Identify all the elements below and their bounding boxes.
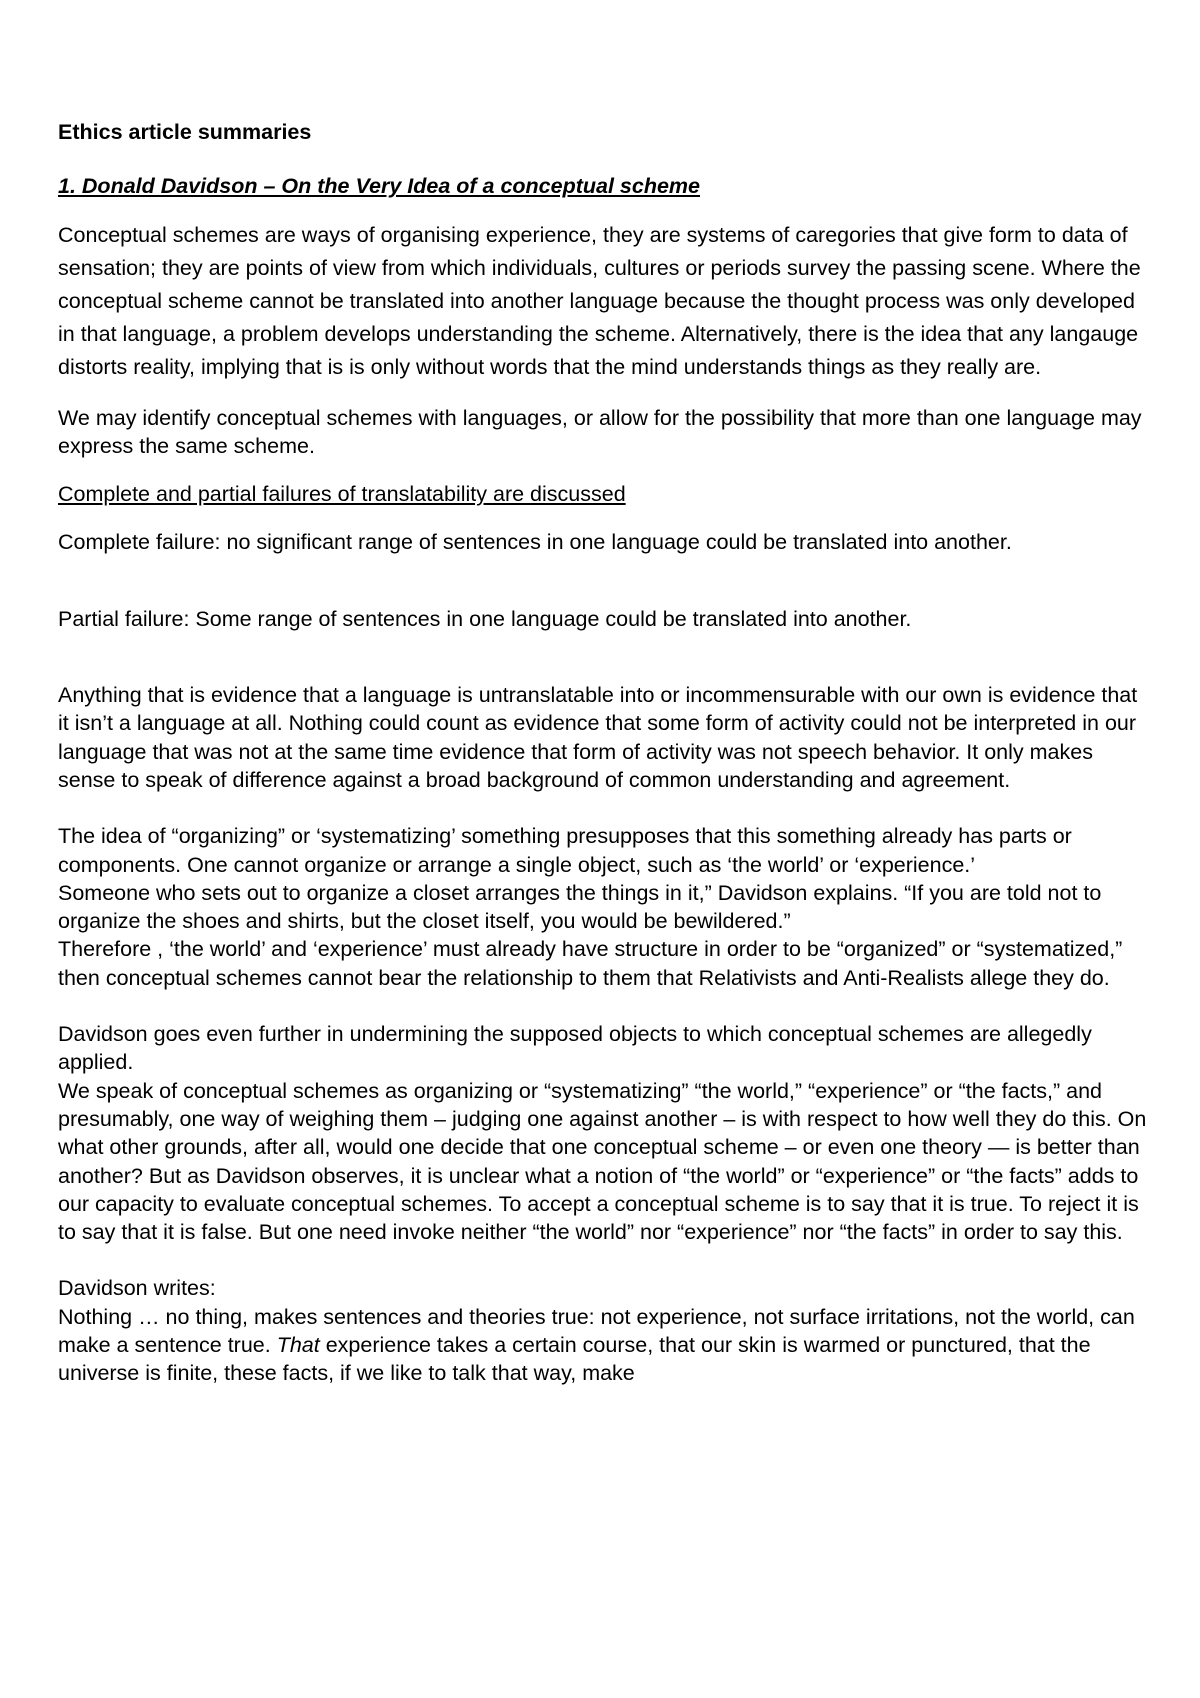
paragraph-undermining bbox=[58, 1020, 1148, 1246]
paragraph-davidson-writes bbox=[58, 1274, 1148, 1387]
paragraph-evidence: Anything that is evidence that a language is untranslatable into or incommensurable with our own is evidence that it isn’t a language at all. Nothing could count as evidence that some form of activity could not be interpreted in our language that was not at the same time evidence that form of activity was not speech behavior. It only makes sense to speak of difference against a broad background of common understanding and agreement. bbox=[58, 683, 1138, 792]
davidson-writes-label: Davidson writes: bbox=[58, 1276, 216, 1301]
document-title: Ethics article summaries bbox=[58, 120, 312, 144]
paragraph-organizing bbox=[58, 822, 1148, 992]
organizing-line-c: Therefore , ‘the world’ and ‘experience’ must already have structure in order to be “organized” or “systematized,” then conceptual schemes cannot bear the relationship to them that Relativists and Anti-Realists allege they do. bbox=[58, 937, 1123, 990]
quote-emphasis: That bbox=[276, 1333, 320, 1358]
subheading-translatability: Complete and partial failures of translatability are discussed bbox=[58, 482, 626, 507]
paragraph-conceptual-schemes: Conceptual schemes are ways of organising experience, they are systems of caregories that give form to data of sensation; they are points of view from which individuals, cultures or periods survey the passing scene. Where the conceptual scheme cannot be translated into another language because the thought process was only developed in that language, a problem develops understanding the scheme. Alternatively, there is the idea that any langauge distorts reality, implying that is is only without words that the mind understands things as they really are. bbox=[58, 222, 1141, 379]
undermining-line-a: Davidson goes even further in undermining the supposed objects to which conceptual schemes are allegedly applied. bbox=[58, 1022, 1092, 1075]
quote-post: experience takes a certain course, that our skin is warmed or punctured, that the universe is finite, these facts, if we like to talk that way, make bbox=[58, 1333, 1091, 1386]
document-page bbox=[58, 118, 1148, 1408]
organizing-line-b: Someone who sets out to organize a closet arranges the things in it,” Davidson explains. “If you are told not to organize the shoes and shirts, but the closet itself, you would be bewildered.” bbox=[58, 880, 1102, 934]
undermining-line-b: We speak of conceptual schemes as organizing or “systematizing” “the world,” “experience” or “the facts,” and presumably, one way of weighing them – judging one against another – is with respect to how well they do this. On what other grounds, after all, would one decide that one conceptual scheme – or even one theory — is better than another? But as Davidson observes, it is unclear what a notion of “the world” or “experience” or “the facts” adds to our capacity to evaluate conceptual schemes. To accept a conceptual scheme is to say that it is true. To reject it is to say that it is false. But one need invoke neither “the world” nor “experience” nor “the facts” in order to say this. bbox=[58, 1078, 1147, 1245]
paragraph-identify-schemes: We may identify conceptual schemes with languages, or allow for the possibility that more than one language may express the same scheme. bbox=[58, 405, 1142, 458]
organizing-line-a: The idea of “organizing” or ‘systematizing’ something presupposes that this something already has parts or components. One cannot organize or arrange a single object, such as ‘the world’ or ‘experience.’ bbox=[58, 824, 1072, 877]
davidson-quote bbox=[58, 1303, 1148, 1388]
section-heading: 1. Donald Davidson – On the Very Idea of a conceptual scheme bbox=[58, 174, 700, 199]
paragraph-complete-failure: Complete failure: no significant range of sentences in one language could be translated into another. bbox=[58, 530, 1012, 555]
quote-pre: Nothing … no thing, makes sentences and theories true: not experience, not surface irritations, not the world, can make a sentence true. bbox=[58, 1304, 1135, 1358]
paragraph-partial-failure: Partial failure: Some range of sentences in one language could be translated into another. bbox=[58, 606, 912, 631]
